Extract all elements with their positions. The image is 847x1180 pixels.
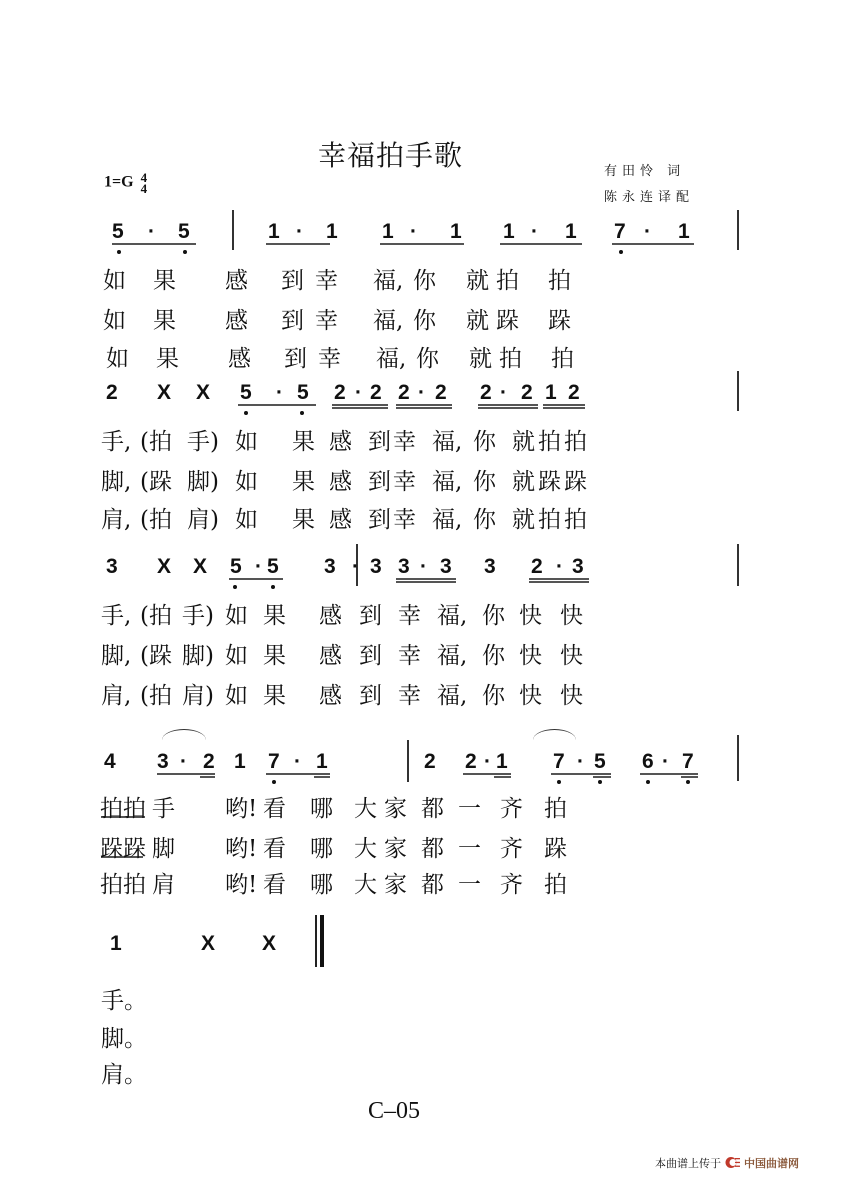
beam <box>396 581 456 583</box>
note: 7 <box>268 750 280 773</box>
note: 1 <box>496 750 508 773</box>
clap: X <box>157 381 172 404</box>
beam <box>396 578 456 580</box>
key-label: 1=G <box>104 173 134 191</box>
barline <box>232 210 234 250</box>
dot-duration: · <box>294 750 301 773</box>
note: 1 <box>503 220 515 243</box>
beam <box>380 243 464 245</box>
site-logo-icon <box>725 1156 741 1172</box>
note: 1 <box>565 220 577 243</box>
barline <box>737 210 739 250</box>
note: 1 <box>316 750 328 773</box>
note: 3 <box>572 555 584 578</box>
note: 1 <box>450 220 462 243</box>
note: 1 <box>545 381 557 404</box>
beam-2 <box>681 776 698 778</box>
note: 3 <box>157 750 169 773</box>
beam <box>500 243 582 245</box>
note: 1 <box>110 932 122 955</box>
beam-2 <box>314 776 330 778</box>
note: 5 <box>297 381 309 404</box>
dot-duration: · <box>577 750 584 773</box>
note: 2 <box>465 750 477 773</box>
note: 5 <box>267 555 279 578</box>
note: 2 <box>203 750 215 773</box>
note: 5 <box>594 750 606 773</box>
low-octave-dot <box>557 780 561 784</box>
note: 2 <box>568 381 580 404</box>
beam <box>478 404 538 406</box>
dot-duration: · <box>276 381 283 404</box>
beam-2 <box>593 776 611 778</box>
beam <box>396 404 452 406</box>
beam <box>529 581 589 583</box>
beam <box>529 578 589 580</box>
low-octave-dot <box>183 250 187 254</box>
lyricist-credit: 有田怜 词 <box>604 164 686 179</box>
dot-duration: · <box>556 555 563 578</box>
dot-duration: · <box>180 750 187 773</box>
note: 2 <box>398 381 410 404</box>
low-octave-dot <box>686 780 690 784</box>
note: 1 <box>326 220 338 243</box>
dot-duration: · <box>500 381 507 404</box>
beam <box>229 578 283 580</box>
note: 7 <box>553 750 565 773</box>
dot-duration: · <box>531 220 538 243</box>
dot-duration: · <box>484 750 491 773</box>
beam <box>112 243 196 245</box>
note: 3 <box>106 555 118 578</box>
barline <box>407 740 409 782</box>
dot-duration: · <box>410 220 417 243</box>
dot-duration: · <box>418 381 425 404</box>
time-signature <box>141 172 148 194</box>
note: 1 <box>234 750 246 773</box>
footer-text: 本曲谱上传于 <box>655 1157 721 1170</box>
barline <box>737 735 739 781</box>
page-number: C–05 <box>368 1098 421 1124</box>
dot-duration: · <box>296 220 303 243</box>
beam <box>332 404 388 406</box>
dot-duration: · <box>352 555 359 578</box>
note: 2 <box>334 381 346 404</box>
song-title: 幸福拍手歌 <box>318 139 464 172</box>
dot-duration: · <box>255 555 262 578</box>
key-signature <box>104 172 147 194</box>
lyric-end: 脚。 <box>101 1026 147 1052</box>
beam <box>238 404 316 406</box>
note: 1 <box>678 220 690 243</box>
low-octave-dot <box>272 780 276 784</box>
beam <box>463 773 511 775</box>
dot-duration: · <box>420 555 427 578</box>
note: 4 <box>104 750 116 773</box>
final-barline-thin <box>315 915 317 967</box>
clap: X <box>196 381 211 404</box>
site-name-link[interactable]: 中国曲谱网 <box>744 1157 799 1170</box>
final-barline-thick <box>320 915 324 967</box>
beam <box>266 773 330 775</box>
beam <box>612 243 694 245</box>
note: 1 <box>268 220 280 243</box>
beam <box>543 407 585 409</box>
note: 2 <box>424 750 436 773</box>
note: 3 <box>398 555 410 578</box>
low-octave-dot <box>244 411 248 415</box>
dot-duration: · <box>644 220 651 243</box>
translator-credit: 陈永连译配 <box>604 190 695 205</box>
lyric-end: 手。 <box>101 988 147 1014</box>
note: 1 <box>382 220 394 243</box>
note: 3 <box>324 555 336 578</box>
note: 3 <box>484 555 496 578</box>
clap: X <box>157 555 172 578</box>
dot-duration: · <box>662 750 669 773</box>
beam-2 <box>494 776 511 778</box>
slur <box>162 729 206 740</box>
barline <box>737 371 739 411</box>
low-octave-dot <box>300 411 304 415</box>
note: 2 <box>106 381 118 404</box>
beam <box>640 773 698 775</box>
clap: X <box>262 932 277 955</box>
dot-duration: · <box>148 220 155 243</box>
beam <box>396 407 452 409</box>
note: 2 <box>531 555 543 578</box>
beam-2 <box>200 776 215 778</box>
note: 2 <box>370 381 382 404</box>
dot-duration: · <box>355 381 362 404</box>
barline <box>737 544 739 586</box>
clap: X <box>201 932 216 955</box>
beam <box>157 773 215 775</box>
note: 3 <box>440 555 452 578</box>
low-octave-dot <box>646 780 650 784</box>
slur <box>533 729 576 740</box>
clap: X <box>193 555 208 578</box>
low-octave-dot <box>619 250 623 254</box>
time-sig-top: 4 <box>140 170 148 185</box>
note: 6 <box>642 750 654 773</box>
time-sig-bottom: 4 <box>140 181 148 196</box>
low-octave-dot <box>117 250 121 254</box>
note: 2 <box>521 381 533 404</box>
beam <box>551 773 611 775</box>
note: 2 <box>480 381 492 404</box>
note: 5 <box>240 381 252 404</box>
note: 7 <box>682 750 694 773</box>
beam <box>266 243 330 245</box>
low-octave-dot <box>271 585 275 589</box>
source-footer <box>655 1155 799 1172</box>
low-octave-dot <box>598 780 602 784</box>
note: 5 <box>230 555 242 578</box>
beam <box>332 407 388 409</box>
note: 3 <box>370 555 382 578</box>
note: 2 <box>435 381 447 404</box>
note: 7 <box>614 220 626 243</box>
note: 5 <box>178 220 190 243</box>
beam <box>543 404 585 406</box>
lyric-end: 肩。 <box>101 1062 147 1088</box>
low-octave-dot <box>233 585 237 589</box>
note: 5 <box>112 220 124 243</box>
beam <box>478 407 538 409</box>
